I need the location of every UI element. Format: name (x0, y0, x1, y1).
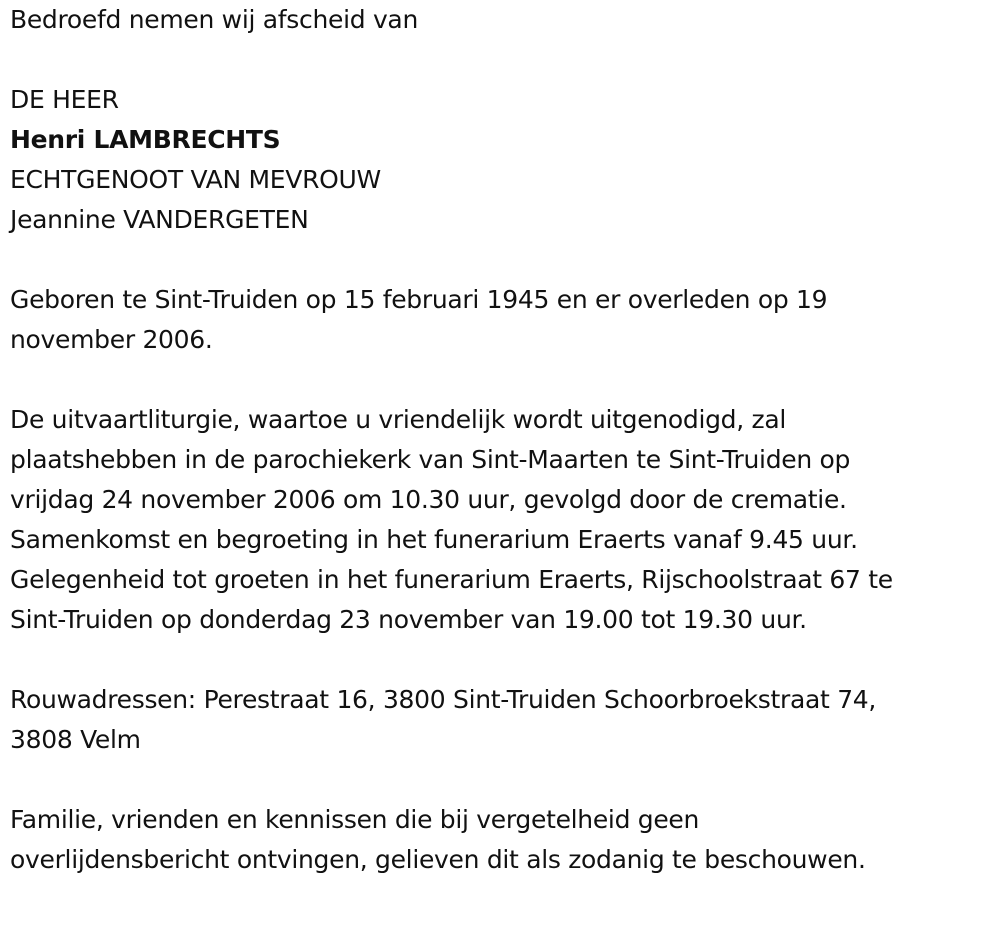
spacer (10, 40, 995, 80)
funeral-line: plaatshebben in de parochiekerk van Sint-Maarten te Sint-Truiden op (10, 445, 851, 474)
address-line: 3808 Velm (10, 725, 141, 754)
title-text: DE HEER (10, 85, 119, 114)
birth-line: Geboren te Sint-Truiden op 15 februari 1945 en er overleden op 19 (10, 285, 828, 314)
notice-line: overlijdensbericht ontvingen, gelieven dit als zodanig te beschouwen. (10, 845, 866, 874)
spouse-name: Jeannine VANDERGETEN (10, 205, 309, 234)
funeral-line: Gelegenheid tot groeten in het funerarium Eraerts, Rijschoolstraat 67 te (10, 565, 893, 594)
birth-line: november 2006. (10, 325, 213, 354)
spacer (10, 640, 995, 680)
funeral-line: vrijdag 24 november 2006 om 10.30 uur, gevolgd door de crematie. (10, 485, 847, 514)
spacer (10, 240, 995, 280)
obituary-document (10, 0, 995, 880)
spouse-label: ECHTGENOOT VAN MEVROUW (10, 165, 381, 194)
spacer (10, 360, 995, 400)
deceased-name: Henri LAMBRECHTS (10, 125, 281, 154)
funeral-line: Samenkomst en begroeting in het funerarium Eraerts vanaf 9.45 uur. (10, 525, 858, 554)
notice-line: Familie, vrienden en kennissen die bij vergetelheid geen (10, 805, 700, 834)
funeral-line: Sint-Truiden op donderdag 23 november van 19.00 tot 19.30 uur. (10, 605, 807, 634)
funeral-line: De uitvaartliturgie, waartoe u vriendelijk wordt uitgenodigd, zal (10, 405, 787, 434)
spacer (10, 760, 995, 800)
intro-text: Bedroefd nemen wij afscheid van (10, 5, 418, 34)
address-line: Rouwadressen: Perestraat 16, 3800 Sint-Truiden Schoorbroekstraat 74, (10, 685, 877, 714)
